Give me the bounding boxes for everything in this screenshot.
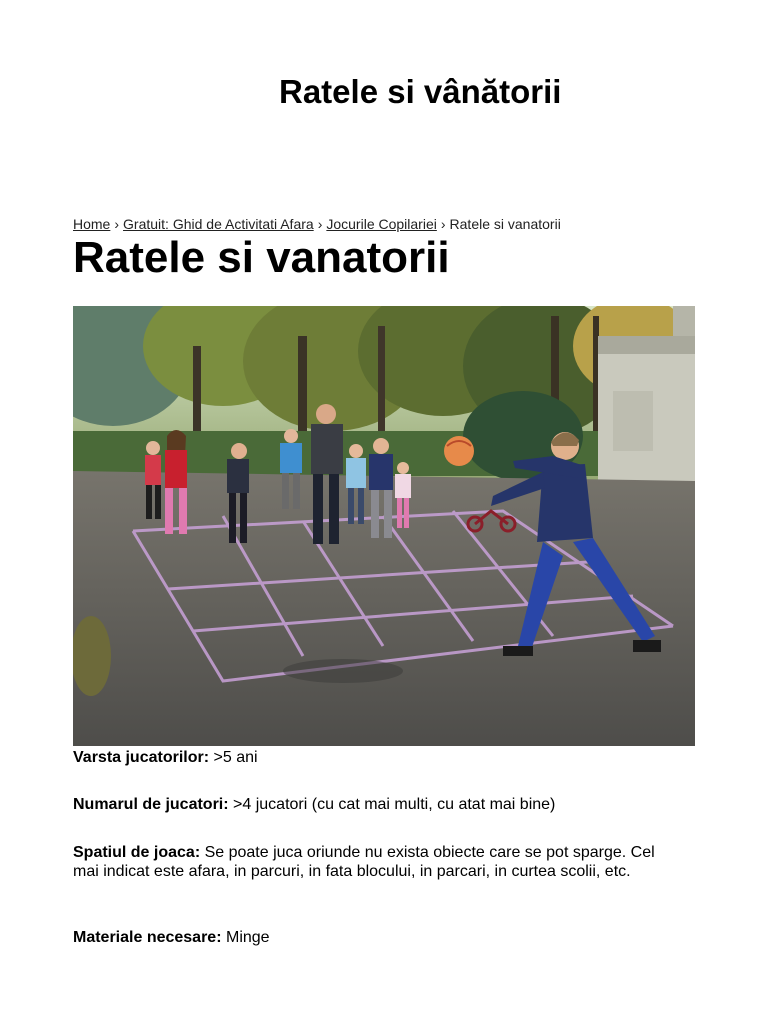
detail-age-label: Varsta jucatorilor:: [73, 749, 210, 766]
breadcrumb-current: Ratele si vanatorii: [449, 216, 561, 232]
detail-space-value: Se poate juca oriunde nu exista obiecte care se pot sparge. Cel mai indicat este afara, in parcuri, in fata blocului, in parcari, in curtea scolii, etc.: [73, 844, 655, 880]
detail-players-label: Numarul de jucatori:: [73, 796, 229, 813]
detail-materials-label: Materiale necesare:: [73, 929, 222, 946]
document-title: Ratele si vânătorii: [279, 73, 562, 110]
breadcrumb-separator: ›: [440, 216, 446, 232]
breadcrumb-separator: ›: [114, 216, 120, 232]
breadcrumb-link-home[interactable]: Home: [73, 216, 111, 232]
breadcrumb: [73, 215, 561, 233]
detail-materials-value: Minge: [225, 929, 270, 946]
breadcrumb-link-jocurile-copilariei[interactable]: Jocurile Copilariei: [326, 216, 437, 232]
breadcrumb-separator: ›: [317, 216, 323, 232]
detail-players-value: >4 jucatori (cu cat mai multi, cu atat mai bine): [233, 796, 556, 813]
detail-materials: [73, 928, 683, 947]
detail-players: [73, 795, 683, 814]
detail-space-label: Spatiul de joaca:: [73, 844, 201, 861]
photo-children-playing: [73, 306, 695, 746]
photo-illustration: [73, 306, 695, 746]
detail-age-value: >5 ani: [213, 749, 258, 766]
detail-space: [73, 843, 683, 881]
detail-age: [73, 748, 683, 767]
page-title: Ratele si vanatorii: [73, 233, 450, 282]
breadcrumb-link-ghid-activitati[interactable]: Gratuit: Ghid de Activitati Afara: [123, 216, 314, 232]
